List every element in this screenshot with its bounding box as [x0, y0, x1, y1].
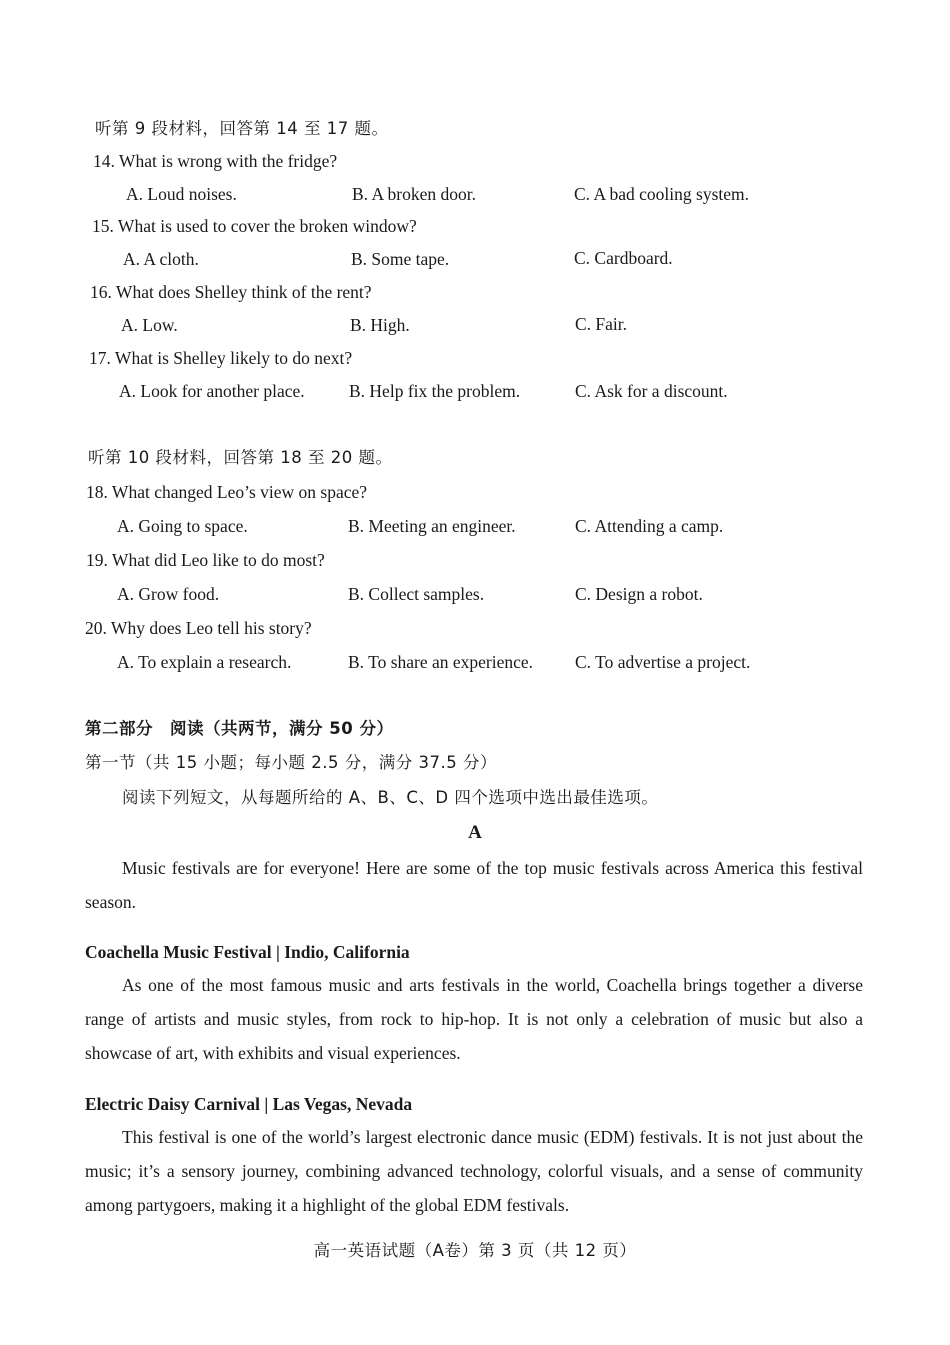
question-15-option-c: C. Cardboard. — [574, 248, 673, 268]
question-14-stem: 14. What is wrong with the fridge? — [93, 151, 338, 171]
passage-label: A — [468, 822, 482, 843]
question-20-option-a: A. To explain a research. — [117, 652, 292, 672]
question-18-option-c: C. Attending a camp. — [575, 516, 724, 536]
question-15-stem: 15. What is used to cover the broken window? — [92, 216, 417, 236]
question-14-option-b: B. A broken door. — [352, 184, 476, 204]
festival-1-heading: Coachella Music Festival | Indio, California — [85, 942, 410, 962]
question-20-option-c: C. To advertise a project. — [575, 652, 751, 672]
festival-2-body: This festival is one of the world’s largest electronic dance music (EDM) festivals. It is not just about the music; it’s a sensory journey, combining advanced technology, colorful visuals, and a sense of community among partygoers, making it a highlight of the global EDM festivals. — [85, 1127, 863, 1215]
question-16-stem: 16. What does Shelley think of the rent? — [90, 282, 372, 302]
question-17-option-b: B. Help fix the problem. — [349, 381, 521, 401]
question-18-option-a: A. Going to space. — [117, 516, 248, 536]
question-19-stem: 19. What did Leo like to do most? — [86, 550, 325, 570]
reading-section-title: 第一节（共 15 小题；每小题 2.5 分，满分 37.5 分） — [85, 753, 497, 772]
page-footer: 高一英语试题（A卷）第 3 页（共 12 页） — [313, 1241, 637, 1260]
question-16-option-b: B. High. — [350, 315, 410, 335]
question-15-option-b: B. Some tape. — [351, 249, 450, 269]
festival-1-body: As one of the most famous music and arts festivals in the world, Coachella brings together a diverse range of artists and music styles, from rock to hip-hop. It is not only a celebration of music but also a showcase of art, with exhibits and visual experiences. — [85, 975, 863, 1063]
question-14-option-c: C. A bad cooling system. — [574, 184, 749, 204]
question-17-option-c: C. Ask for a discount. — [575, 381, 728, 401]
festival-2-heading: Electric Daisy Carnival | Las Vegas, Nevada — [85, 1094, 413, 1114]
question-19-option-b: B. Collect samples. — [348, 584, 485, 604]
question-20-stem: 20. Why does Leo tell his story? — [85, 618, 312, 638]
question-18-stem: 18. What changed Leo’s view on space? — [86, 482, 368, 502]
question-17-option-a: A. Look for another place. — [119, 381, 305, 401]
reading-part-title: 第二部分 阅读（共两节，满分 50 分） — [85, 719, 394, 738]
section-9-header: 听第 9 段材料，回答第 14 至 17 题。 — [95, 119, 389, 138]
question-16-option-a: A. Low. — [121, 315, 178, 335]
section-10-header: 听第 10 段材料，回答第 18 至 20 题。 — [88, 448, 393, 467]
question-19-option-c: C. Design a robot. — [575, 584, 703, 604]
question-17-stem: 17. What is Shelley likely to do next? — [89, 348, 353, 368]
question-14-option-a: A. Loud noises. — [126, 184, 237, 204]
question-18-option-b: B. Meeting an engineer. — [348, 516, 516, 536]
question-15-option-a: A. A cloth. — [123, 249, 199, 269]
reading-instruction: 阅读下列短文，从每题所给的 A、B、C、D 四个选项中选出最佳选项。 — [122, 788, 659, 807]
question-16-option-c: C. Fair. — [575, 314, 628, 334]
question-19-option-a: A. Grow food. — [117, 584, 220, 604]
question-20-option-b: B. To share an experience. — [348, 652, 534, 672]
passage-intro: Music festivals are for everyone! Here are some of the top music festivals across America this festival season. — [85, 858, 863, 912]
